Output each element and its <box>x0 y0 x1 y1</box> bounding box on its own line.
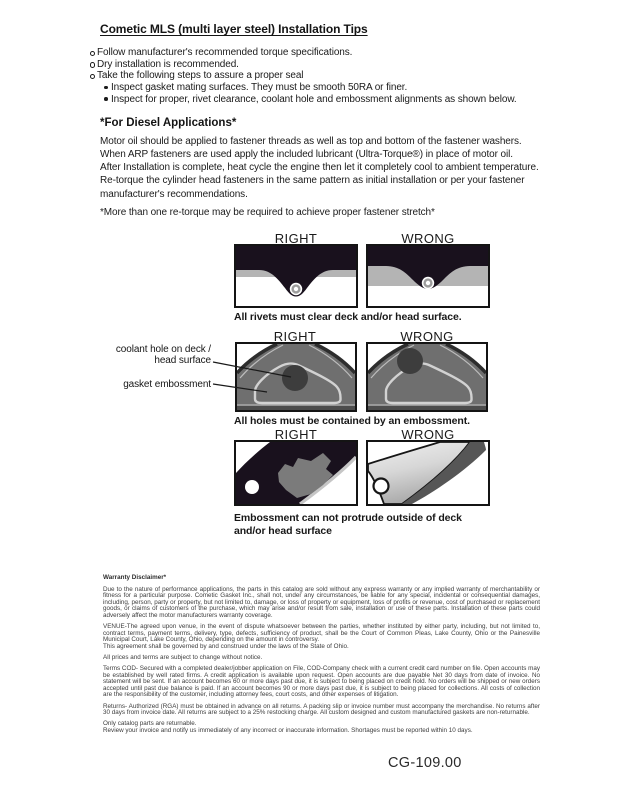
open-bullet-icon <box>90 47 97 56</box>
diagram-embossment-wrong-image <box>366 440 490 506</box>
diagram-caption-rivets: All rivets must clear deck and/or head surface. <box>234 311 462 323</box>
open-bullet-icon <box>90 70 97 79</box>
embossment-wrong-label: WRONG <box>401 427 455 442</box>
diagram-caption-embossment: Embossment can not protrude outside of deck and/or head surface <box>234 512 462 537</box>
open-bullet-icon <box>90 59 97 68</box>
diagram-coolant-wrong-image <box>366 342 488 412</box>
gasket-embossment-label: gasket embossment <box>123 379 211 390</box>
embossment-right-label: RIGHT <box>274 427 318 442</box>
rivet-right-label: RIGHT <box>274 231 318 246</box>
coolant-hole-label: coolant hole on deck / head surface <box>115 344 211 367</box>
rivet-wrong-label: WRONG <box>401 231 455 246</box>
returnable-paragraph: Only catalog parts are returnable. Review your invoice and notify us immediately of any incorrect or inaccurate information. Shortages must be reported within 10 days. <box>103 720 473 734</box>
diesel-paragraph-1: Motor oil should be applied to fastener threads as well as top and bottom of the fastener washers. When ARP fasteners are used apply the included lubricant (Ultra-Torque®) in place of motor oil. <box>100 136 522 161</box>
tip-text: Follow manufacturer's recommended torque specifications. <box>97 47 353 58</box>
tip-text: Dry installation is recommended. <box>97 58 239 70</box>
tip-item <box>90 70 560 82</box>
bolt-hole-icon <box>245 480 259 494</box>
prices-paragraph: All prices and terms are subject to change without notice. <box>103 653 263 661</box>
diesel-paragraph-2: After Installation is complete, heat cycle the engine then let it completely cool to ambient temperature. Re-torque the cylinder head fasteners in the same pattern as initial installation or per your fastener manufacturer's recommendations. <box>100 162 539 200</box>
diagram-rivet-wrong-image <box>366 244 490 308</box>
diagram-caption-holes: All holes must be contained by an embossment. <box>234 415 470 427</box>
tip-sub-item <box>104 94 560 106</box>
tip-item <box>90 47 560 59</box>
diagram-embossment-right-image <box>234 440 358 506</box>
tip-text: Inspect gasket mating surfaces. They must be smooth 50RA or finer. <box>111 82 408 94</box>
page-title: Cometic MLS (multi layer steel) Installation Tips <box>100 22 368 36</box>
installation-tips-list <box>90 47 560 106</box>
coolant-right-label: RIGHT <box>273 329 317 344</box>
diesel-applications-heading: *For Diesel Applications* <box>100 117 237 129</box>
warranty-disclaimer-heading: Warranty Disclaimer* <box>103 574 167 581</box>
tip-text: Inspect for proper, rivet clearance, coolant hole and embossment alignments as shown below. <box>111 93 517 105</box>
diagram-rivet-right-image <box>234 244 358 308</box>
coolant-wrong-label: WRONG <box>400 329 454 344</box>
legal-section <box>103 575 540 739</box>
page-number: CG-109.00 <box>388 755 462 771</box>
warranty-paragraph: Due to the nature of performance applications, the parts in this catalog are sold without any express warranty or any implied warranty of merchantability or fitness for a particular purpose. Cometic Gasket Inc., shall not, under any circumstances, be liable for any special, incidental or consequential damages, including, person, party or property, but not limited to, damage, or loss of property or equipment, loss of profits or revenue, cost of purchased or replacement goods, or claims of customers of the purchase, which may arise and/or result from sale, installation or use of these parts. Installation of these parts could adversely affect the motor manufacturers warranty coverage. <box>103 585 540 619</box>
bolt-hole-icon <box>374 479 389 494</box>
tip-text: Take the following steps to assure a proper seal <box>97 70 304 82</box>
tip-item <box>90 59 560 71</box>
retorque-note: *More than one re-torque may be required to achieve proper fastener stretch* <box>100 207 435 218</box>
coolant-hole-icon <box>282 365 308 391</box>
terms-paragraph: Terms COD- Secured with a completed dealer/jobber application on File, COD-Company check with a current credit card number on file. Open accounts may be established by well rated firms. A credit application is available upon request. Open accounts are due payable Net 30 days from date of invoice. No statement will be sent. If an account becomes 60 or more days past due, it is subject to being placed on credit hold. No orders will be shipped or new orders accepted until past due balance is paid. If an account becomes 90 or more days past due, it is subject to being placed for collections. All costs of collection are the responsibility of the customer, including attorney fees, court costs, and other expenses of litigation. <box>103 665 540 699</box>
filled-bullet-icon <box>104 94 111 101</box>
venue-paragraph: VENUE-The agreed upon venue, in the event of dispute whatsoever between the parties, whether instituted by either party, including, but not limited to, contract terms, payment terms, delivery, type, defects, sufficiency of product, shall be the Court of Common Pleas, Lake County, Ohio or the Painesville Municipal Court, Lake County, Ohio, depending on the amount in controversy. This agreement shall be governed by and construed under the laws of the State of Ohio. <box>103 623 540 650</box>
returns-paragraph: Returns- Authorized (RGA) must be obtained in advance on all returns. A packing slip or invoice number must accompany the merchandise. No returns after 30 days from invoice date. All returns are subject to a 25% restocking charge. All custom designed and custom manufactured gaskets are non-returnable. <box>103 702 540 717</box>
tip-sub-item <box>104 82 560 94</box>
diagram-coolant-right-image <box>235 342 357 412</box>
coolant-hole-icon <box>397 348 423 374</box>
filled-bullet-icon <box>104 82 111 89</box>
